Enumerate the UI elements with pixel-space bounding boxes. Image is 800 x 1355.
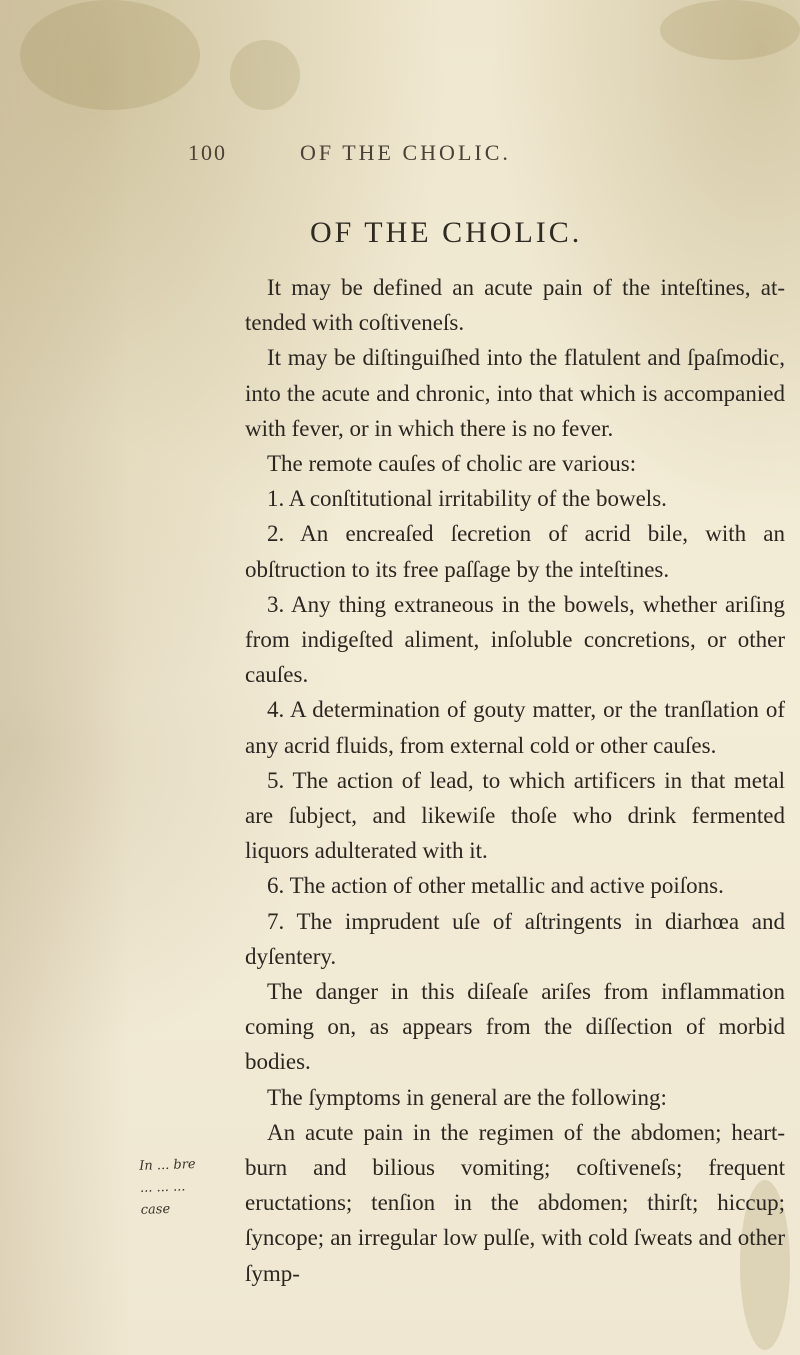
paragraph: The ſymptoms in general are the following: — [267, 1084, 667, 1110]
paragraph: 4. A determination of gouty matter, or the tranſlation of any acrid fluids, from external cold or other cauſes. — [245, 697, 785, 758]
paragraph: 2. An encreaſed ſecretion of acrid bile, with an obſtruction to its free paſſage by the inteſtines. — [245, 521, 785, 582]
paragraph: 7. The imprudent uſe of aſtringents in diarhœa and dyſentery. — [245, 908, 785, 969]
handwritten-margin-note — [139, 1152, 251, 1222]
margin-note-line: In ... bre — [138, 1156, 196, 1174]
paragraph: 1. A conſtitutional irritability of the bowels. — [267, 486, 667, 512]
body-text — [245, 270, 785, 1291]
margin-note-line: case — [140, 1201, 171, 1218]
stain-mark — [660, 0, 800, 60]
paragraph: It may be defined an acute pain of the inteſtines, at-tended with coſtiveneſs. — [245, 275, 785, 336]
paragraph: An acute pain in the regimen of the abdomen; heart-burn and bilious vomiting; coſtiveneſs; frequent eructations; tenſion in the abdomen; thirſt; hiccup; ſyncope; an irregular low pulſe, with cold ſweats and other ſymp- — [245, 1119, 785, 1286]
stain-mark — [230, 40, 300, 110]
page-edge-shadow — [0, 0, 130, 1355]
margin-note-line: ... ... ... — [139, 1179, 186, 1196]
page-number: 100 — [188, 140, 227, 165]
paragraph: 5. The action of lead, to which artificers in that metal are ſubject, and likewiſe thoſe who drink fermented liquors adulterated with it. — [245, 767, 785, 864]
paragraph: 6. The action of other metallic and active poiſons. — [267, 873, 724, 899]
running-title: OF THE CHOLIC. — [300, 140, 511, 165]
paragraph: The remote cauſes of cholic are various: — [267, 451, 637, 477]
chapter-title: OF THE CHOLIC. — [310, 216, 583, 249]
paragraph: 3. Any thing extraneous in the bowels, whether ariſing from indigeſted aliment, inſoluble concretions, or other cauſes. — [245, 591, 785, 688]
paragraph: It may be diſtinguiſhed into the flatulent and ſpaſmodic, into the acute and chronic, into that which is accompanied with fever, or in which there is no fever. — [245, 345, 785, 441]
paragraph: The danger in this diſeaſe ariſes from inflammation coming on, as appears from the diſſection of morbid bodies. — [245, 979, 785, 1075]
